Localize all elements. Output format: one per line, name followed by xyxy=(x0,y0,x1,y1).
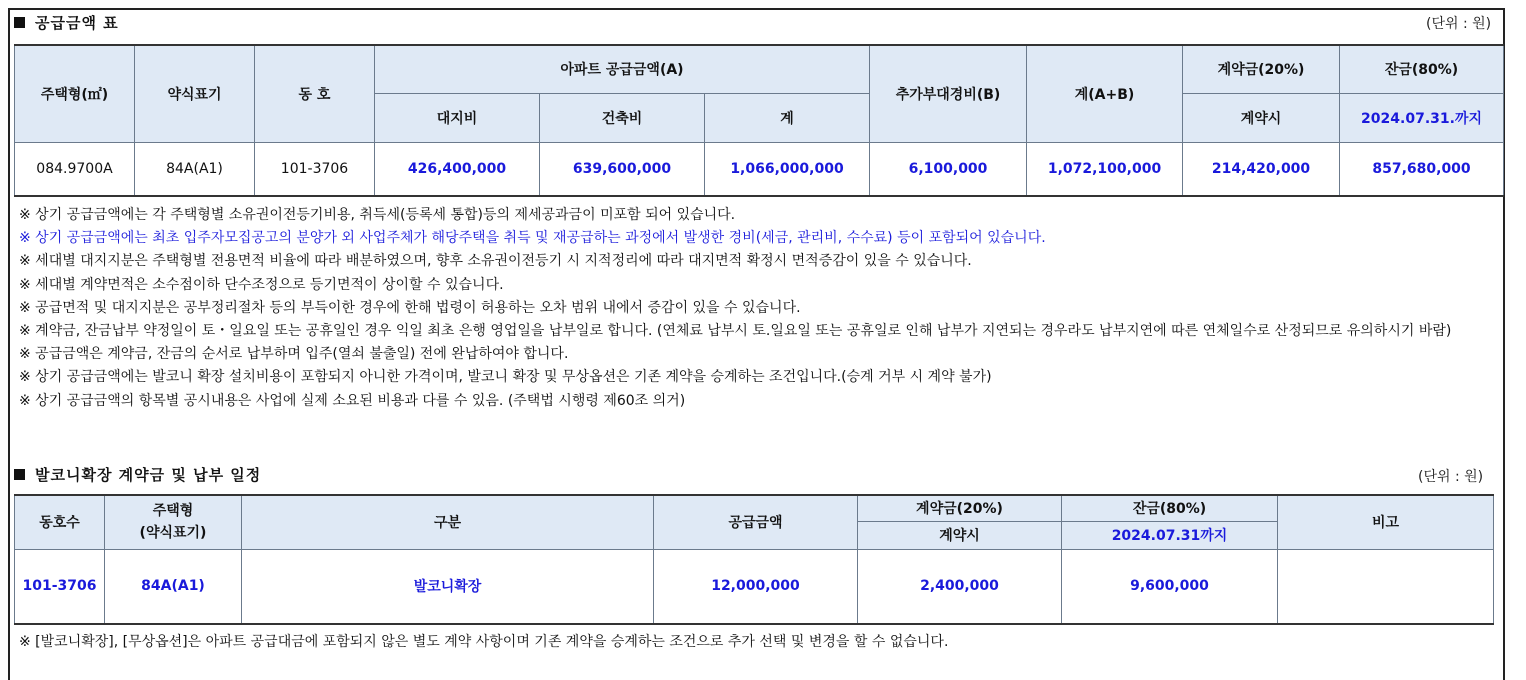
cell-unit-no: 101-3706 xyxy=(15,549,105,624)
note-item: ※ 세대별 계약면적은 소수점이하 단수조정으로 등기면적이 상이할 수 있습니다. xyxy=(19,276,504,293)
note-item: ※ 공급금액은 계약금, 잔금의 순서로 납부하며 입주(열쇠 불출일) 전에 완납하여야 합니다. xyxy=(19,346,569,363)
header-extra-cost: 추가부대경비(B) xyxy=(870,45,1027,142)
cell-category: 발코니확장 xyxy=(242,549,654,624)
square-bullet-icon xyxy=(14,17,25,28)
note-item: ※ 세대별 대지지분은 주택형별 전용면적 비율에 따라 배분하였으며, 향후 소유권이전등기 시 지적정리에 따라 대지면적 확정시 면적증감이 있을 수 있습니다. xyxy=(19,253,972,270)
header-deposit-when: 계약시 xyxy=(1183,93,1340,142)
cell-unit-no: 101-3706 xyxy=(255,142,375,196)
supply-price-table xyxy=(14,44,1504,197)
header-deposit: 계약금(20%) xyxy=(858,495,1062,521)
note-item: ※ 상기 공급금액에는 발코니 확장 설치비용이 포함되지 아니한 가격이며, 발코니 확장 및 무상옵션은 기존 계약을 승계하는 조건입니다.(승계 거부 시 계약 불가) xyxy=(19,369,992,386)
header-balance: 잔금(80%) xyxy=(1340,45,1504,93)
header-deposit: 계약금(20%) xyxy=(1183,45,1340,93)
header-unit-no: 동호수 xyxy=(15,495,105,549)
header-remark: 비고 xyxy=(1278,495,1494,549)
table-row xyxy=(15,142,1504,196)
note-item: ※ 상기 공급금액의 항목별 공시내용은 사업에 실제 소요된 비용과 다를 수 있음. (주택법 시행령 제60조 의거) xyxy=(19,392,686,409)
header-house-type-sub: (약식표기) xyxy=(139,525,207,542)
cell-house-type: 084.9700A xyxy=(15,142,135,196)
cell-abbr: 84A(A1) xyxy=(135,142,255,196)
header-category: 구분 xyxy=(242,495,654,549)
cell-extra: 6,100,000 xyxy=(870,142,1027,196)
balcony-note: ※ [발코니확장], [무상옵션]은 아파트 공급대금에 포함되지 않은 별도 계약 사항이며 기존 계약을 승계하는 조건으로 추가 선택 및 변경을 할 수 없습니다. xyxy=(19,634,949,650)
cell-land: 426,400,000 xyxy=(375,142,540,196)
note-item: ※ 공급면적 및 대지지분은 공부정리절차 등의 부득이한 경우에 한해 법령이 허용하는 오차 범위 내에서 증감이 있을 수 있습니다. xyxy=(19,299,801,316)
cell-deposit: 2,400,000 xyxy=(858,549,1062,624)
cell-balance: 9,600,000 xyxy=(1062,549,1278,624)
section-title-supply-price xyxy=(14,12,119,33)
note-item: ※ 상기 공급금액에는 각 주택형별 소유권이전등기비용, 취득세(등록세 통합)등의 제세공과금이 미포함 되어 있습니다. xyxy=(19,207,736,223)
balcony-table xyxy=(14,494,1494,625)
cell-deposit: 214,420,000 xyxy=(1183,142,1340,196)
header-abbr: 약식표기 xyxy=(135,45,255,142)
section-title-text: 공급금액 표 xyxy=(35,14,119,32)
note-item-highlight: ※ 상기 공급금액에는 최초 입주자모집공고의 분양가 외 사업주체가 해당주택을 취득 및 재공급하는 과정에서 발생한 경비(세금, 관리비, 수수료) 등이 포함되어 있습니다. xyxy=(19,230,1046,247)
header-subtotal: 계 xyxy=(705,93,870,142)
unit-label: (단위 : 원) xyxy=(1426,16,1492,32)
notes-list xyxy=(19,204,1499,413)
header-balance-when: 2024.07.31까지 xyxy=(1062,521,1278,549)
header-house-type xyxy=(105,495,242,549)
header-price: 공급금액 xyxy=(654,495,858,549)
header-building: 건축비 xyxy=(540,93,705,142)
unit-label: (단위 : 원) xyxy=(1418,469,1484,485)
header-deposit-when: 계약시 xyxy=(858,521,1062,549)
header-house-type: 주택형(㎡) xyxy=(15,45,135,142)
cell-subtotal: 1,066,000,000 xyxy=(705,142,870,196)
header-house-type-label: 주택형 xyxy=(152,503,194,520)
header-balance: 잔금(80%) xyxy=(1062,495,1278,521)
header-unit-no: 동 호 xyxy=(255,45,375,142)
note-item: ※ 계약금, 잔금납부 약정일이 토・일요일 또는 공휴일인 경우 익일 최초 은행 영업일을 납부일로 합니다. (연체료 납부시 토.일요일 또는 공휴일로 인해 납부가 지연되는 경우라도 납부지연에 따른 연체일수로 산정되므로 유의하시기 바람) xyxy=(19,323,1452,340)
header-apt-price: 아파트 공급금액(A) xyxy=(375,45,870,93)
cell-balance: 857,680,000 xyxy=(1340,142,1504,196)
header-total: 계(A+B) xyxy=(1027,45,1183,142)
cell-building: 639,600,000 xyxy=(540,142,705,196)
table-row xyxy=(15,549,1494,624)
square-bullet-icon xyxy=(14,469,25,480)
cell-house-type: 84A(A1) xyxy=(105,549,242,624)
cell-remark xyxy=(1278,549,1494,624)
cell-total: 1,072,100,000 xyxy=(1027,142,1183,196)
cell-price: 12,000,000 xyxy=(654,549,858,624)
section-title-balcony xyxy=(14,464,261,485)
header-balance-when: 2024.07.31.까지 xyxy=(1340,93,1504,142)
header-land: 대지비 xyxy=(375,93,540,142)
section-title-text: 발코니확장 계약금 및 납부 일정 xyxy=(35,466,262,484)
